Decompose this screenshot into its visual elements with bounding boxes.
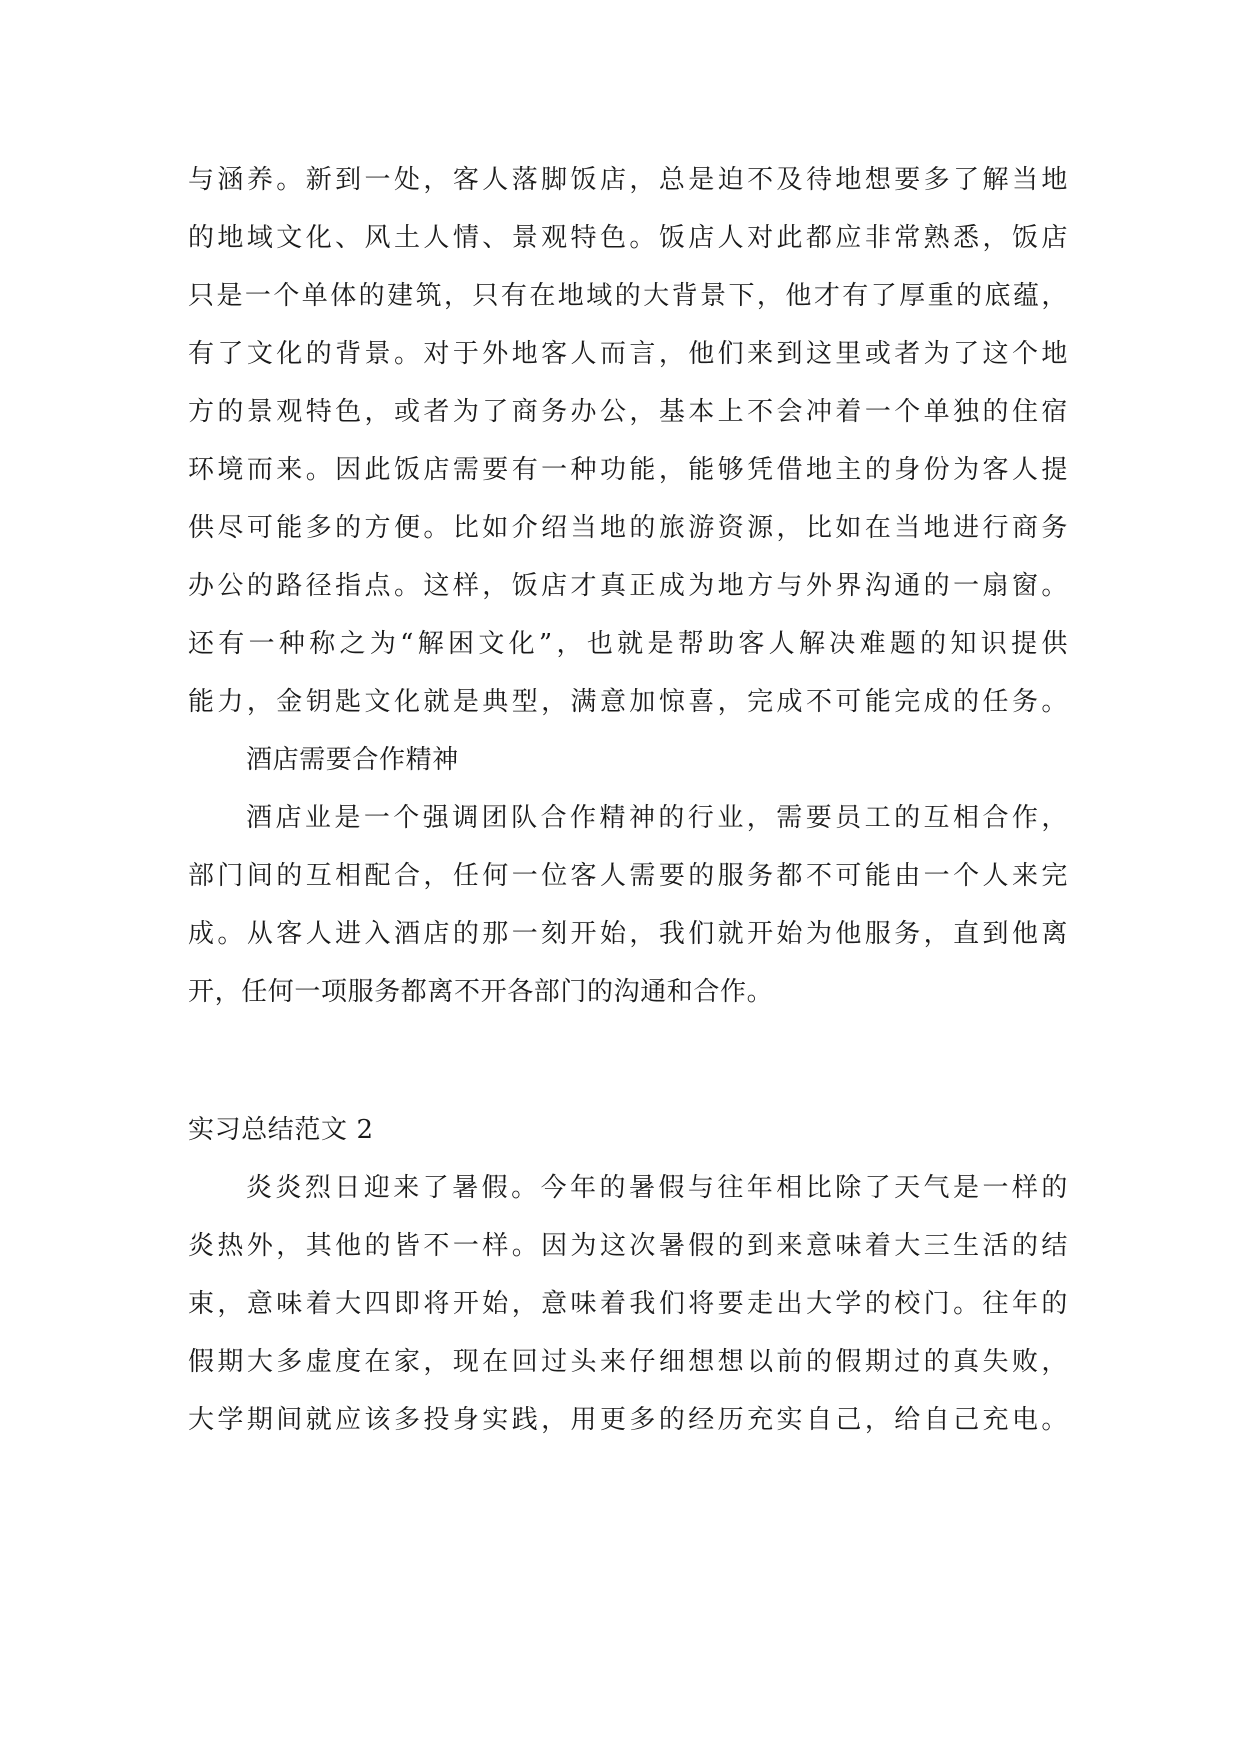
- paragraph-1-line-1: 与涵养。新到一处，客人落脚饭店，总是迫不及待地想要多了解当地: [188, 165, 1068, 195]
- paragraph-1-line-3: 只是一个单体的建筑，只有在地域的大背景下，他才有了厚重的底蕴，: [188, 281, 1068, 311]
- paragraph-1-line-10: 能力，金钥匙文化就是典型，满意加惊喜，完成不可能完成的任务。: [188, 687, 1068, 717]
- paragraph-3-line-2: 炎热外，其他的皆不一样。因为这次暑假的到来意味着大三生活的结: [188, 1231, 1068, 1261]
- subheading: 酒店需要合作精神: [246, 745, 459, 775]
- paragraph-2-line-1: 酒店业是一个强调团队合作精神的行业，需要员工的互相合作，: [246, 803, 1068, 833]
- paragraph-1-line-9: 还有一种称之为“解困文化”，也就是帮助客人解决难题的知识提供: [188, 629, 1068, 659]
- paragraph-1-line-2: 的地域文化、风土人情、景观特色。饭店人对此都应非常熟悉，饭店: [188, 223, 1068, 253]
- section-title: 实习总结范文 2: [188, 1115, 374, 1145]
- paragraph-3-line-1: 炎炎烈日迎来了暑假。今年的暑假与往年相比除了天气是一样的: [246, 1173, 1068, 1203]
- paragraph-1-line-5: 方的景观特色，或者为了商务办公，基本上不会冲着一个单独的住宿: [188, 397, 1068, 427]
- paragraph-2-line-4: 开，任何一项服务都离不开各部门的沟通和合作。: [188, 977, 774, 1007]
- paragraph-3-line-4: 假期大多虚度在家，现在回过头来仔细想想以前的假期过的真失败，: [188, 1347, 1068, 1377]
- paragraph-1-line-6: 环境而来。因此饭店需要有一种功能，能够凭借地主的身份为客人提: [188, 455, 1068, 485]
- paragraph-2-line-3: 成。从客人进入酒店的那一刻开始，我们就开始为他服务，直到他离: [188, 919, 1068, 949]
- paragraph-2-line-2: 部门间的互相配合，任何一位客人需要的服务都不可能由一个人来完: [188, 861, 1068, 891]
- paragraph-3-line-3: 束，意味着大四即将开始，意味着我们将要走出大学的校门。往年的: [188, 1289, 1068, 1319]
- paragraph-1-line-4: 有了文化的背景。对于外地客人而言，他们来到这里或者为了这个地: [188, 339, 1068, 369]
- paragraph-1-line-7: 供尽可能多的方便。比如介绍当地的旅游资源，比如在当地进行商务: [188, 513, 1068, 543]
- paragraph-1-line-8: 办公的路径指点。这样，饭店才真正成为地方与外界沟通的一扇窗。: [188, 571, 1068, 601]
- paragraph-3-line-5: 大学期间就应该多投身实践，用更多的经历充实自己，给自己充电。: [188, 1405, 1068, 1435]
